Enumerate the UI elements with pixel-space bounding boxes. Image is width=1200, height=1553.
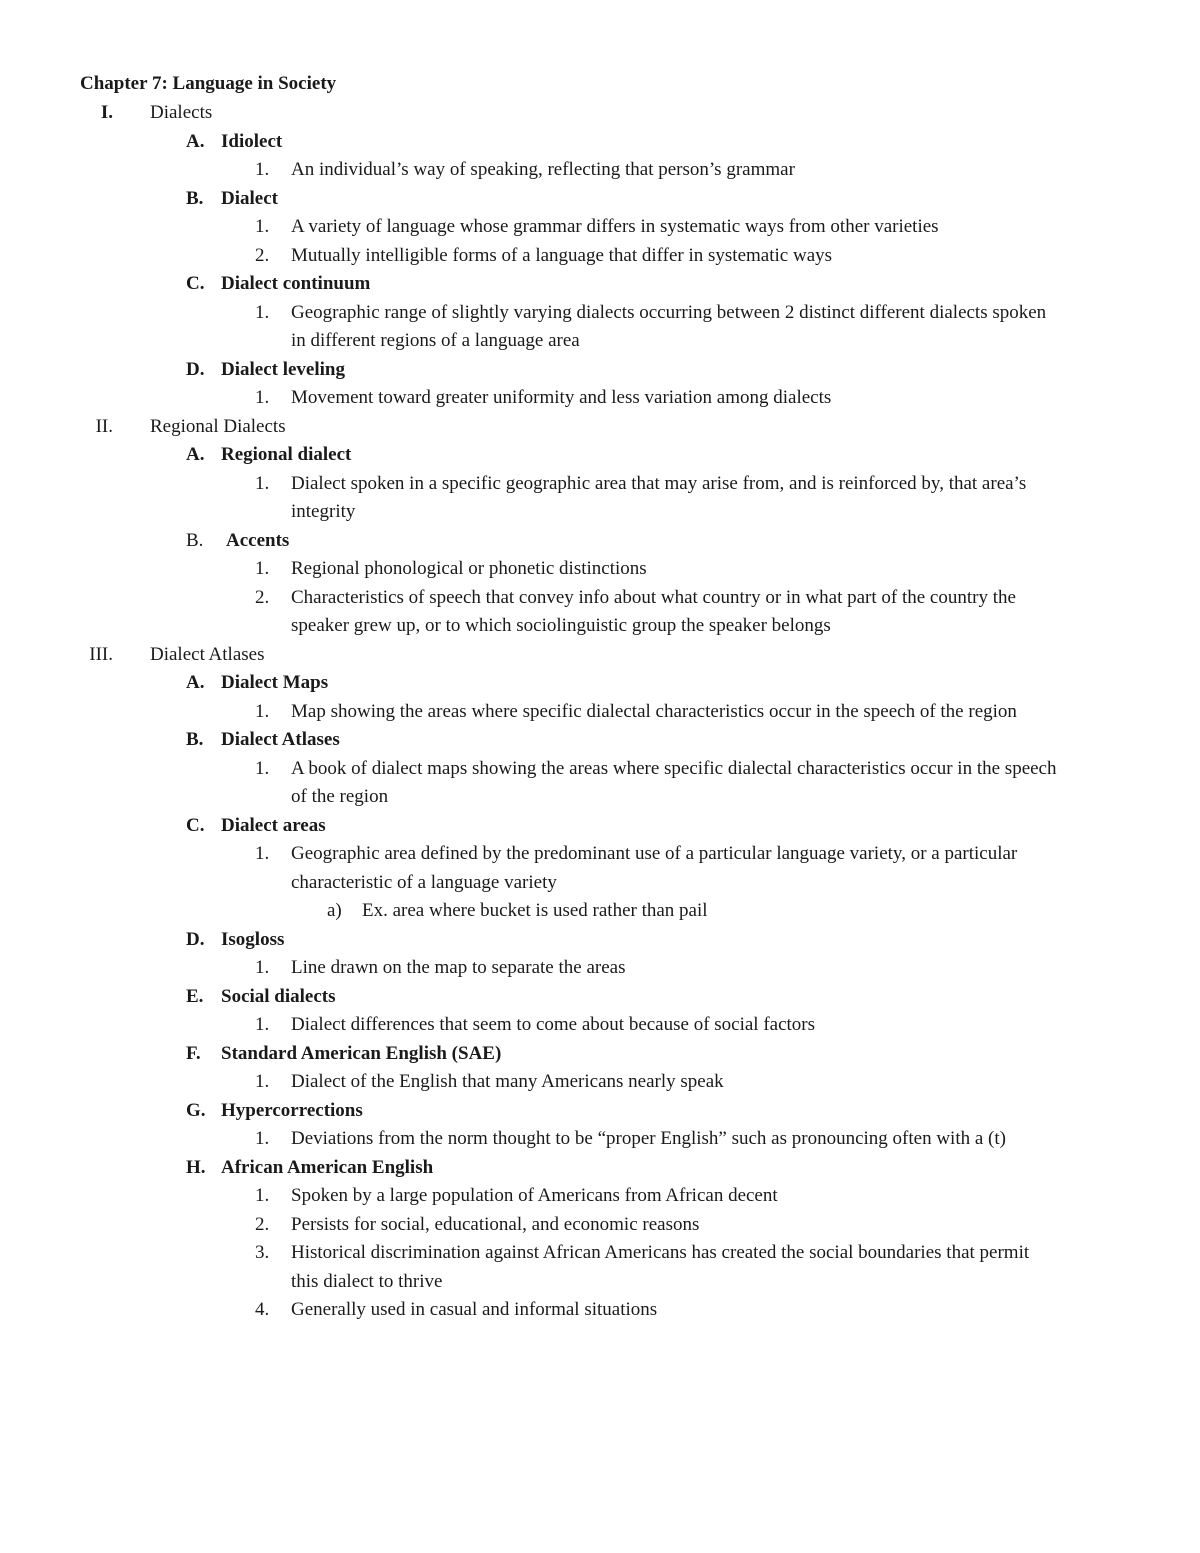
item-number: 1. (255, 700, 270, 722)
list-item (0, 840, 1200, 897)
item-text: Historical discrimination against African Americans has created the social boundaries that permit this dialect to thrive (291, 1242, 1030, 1292)
list-item (0, 384, 1200, 413)
item-number: 1. (255, 957, 270, 978)
item-number: 1. (255, 1128, 270, 1149)
section-numeral: I. (100, 102, 113, 123)
list-item (0, 1239, 1200, 1296)
item-number: 2. (255, 586, 270, 608)
item-text: Map showing the areas where specific dialectal characteristics occur in the speech of the region (291, 700, 1017, 722)
section-label: Regional Dialects (150, 415, 286, 437)
subsection-heading (0, 185, 1200, 214)
sub-item-text: Ex. area where bucket is used rather than pail (362, 900, 708, 921)
subsection-heading (0, 1040, 1200, 1069)
subsection-label: Idiolect (221, 130, 283, 152)
section-label: Dialects (150, 102, 213, 123)
item-number: 4. (255, 1299, 270, 1320)
subsection-heading (0, 356, 1200, 385)
list-item (0, 242, 1200, 271)
item-number: 1. (255, 1185, 270, 1206)
list-item (0, 1068, 1200, 1097)
subsection-label: Social dialects (221, 985, 336, 1007)
item-text: Spoken by a large population of Americans from African decent (291, 1185, 778, 1206)
section-heading (0, 413, 1200, 442)
subsection-letter: E. (186, 985, 204, 1007)
item-text: Movement toward greater uniformity and less variation among dialects (291, 387, 832, 408)
subsection-heading (0, 1154, 1200, 1183)
item-number: 1. (255, 301, 270, 323)
item-text: Characteristics of speech that convey info about what country or in what part of the country the speaker grew up, or to which sociolinguistic group the speaker belongs (291, 586, 1016, 636)
subsection-label: Dialect Atlases (221, 729, 340, 750)
subsection-letter: G. (186, 1099, 206, 1121)
subsection-letter: F. (186, 1042, 201, 1064)
list-item (0, 584, 1200, 641)
subsection-letter: A. (186, 130, 205, 152)
item-number: 2. (255, 1213, 270, 1235)
subsection-label: Dialect areas (221, 814, 326, 836)
subsection-heading (0, 441, 1200, 470)
subsection-letter: D. (186, 358, 205, 380)
section-label: Dialect Atlases (150, 643, 265, 665)
item-number: 1. (255, 757, 270, 779)
section-heading (0, 641, 1200, 670)
item-text: Line drawn on the map to separate the areas (291, 957, 626, 978)
item-number: 3. (255, 1242, 270, 1263)
section-heading (0, 99, 1200, 128)
subsection-label: Hypercorrections (221, 1099, 363, 1121)
subsection-label: Dialect (221, 187, 278, 209)
list-item (0, 1125, 1200, 1154)
item-text: Deviations from the norm thought to be “proper English” such as pronouncing often with a (t) (291, 1128, 1006, 1149)
subsection-label: Dialect continuum (221, 273, 371, 294)
subsection-letter: B. (186, 529, 204, 551)
list-item (0, 299, 1200, 356)
list-item (0, 1296, 1200, 1325)
subsection-letter: C. (186, 273, 205, 294)
list-item (0, 156, 1200, 185)
subsection-heading (0, 983, 1200, 1012)
list-item (0, 213, 1200, 242)
subsection-label: Regional dialect (221, 444, 352, 465)
outline (0, 99, 1200, 1325)
section-numeral: II. (95, 415, 113, 437)
item-number: 1. (255, 387, 270, 408)
subsection-label: Dialect leveling (221, 358, 345, 380)
list-item (0, 470, 1200, 527)
list-item (0, 1011, 1200, 1040)
page-title: Chapter 7: Language in Society (80, 73, 337, 94)
item-text: A variety of language whose grammar differs in systematic ways from other varieties (291, 216, 939, 237)
subsection-label: African American English (221, 1156, 434, 1178)
item-number: 1. (255, 216, 270, 237)
subsection-heading (0, 270, 1200, 299)
subsection-heading (0, 926, 1200, 955)
item-text: A book of dialect maps showing the areas where specific dialectal characteristics occur in the speech of the region (291, 757, 1057, 807)
list-item (0, 755, 1200, 812)
subsection-letter: D. (186, 928, 205, 950)
item-number: 1. (255, 472, 270, 494)
subsection-heading (0, 128, 1200, 157)
item-text: An individual’s way of speaking, reflecting that person’s grammar (291, 159, 795, 180)
list-item (0, 1211, 1200, 1240)
item-number: 1. (255, 1071, 270, 1092)
sub-item-letter: a) (327, 900, 342, 921)
item-text: Dialect differences that seem to come about because of social factors (291, 1014, 816, 1035)
subsection-heading (0, 726, 1200, 755)
subsection-heading (0, 1097, 1200, 1126)
subsection-heading (0, 527, 1200, 556)
item-text: Persists for social, educational, and economic reasons (291, 1213, 700, 1235)
item-number: 2. (255, 244, 270, 266)
item-text: Regional phonological or phonetic distinctions (291, 558, 647, 579)
item-text: Geographic area defined by the predominant use of a particular language variety, or a particular characteristic of a language variety (291, 843, 1018, 893)
item-text: Geographic range of slightly varying dialects occurring between 2 distinct different dialects spoken in different regions of a language area (291, 301, 1047, 351)
section-numeral: III. (89, 643, 113, 665)
item-number: 1. (255, 159, 270, 180)
subsection-letter: A. (186, 444, 205, 465)
subsection-label: Dialect Maps (221, 672, 329, 693)
subsection-letter: B. (186, 187, 204, 209)
subsection-letter: A. (186, 672, 205, 693)
item-text: Dialect of the English that many Americans nearly speak (291, 1071, 724, 1092)
list-item (0, 954, 1200, 983)
list-item (0, 555, 1200, 584)
list-item (0, 1182, 1200, 1211)
subsection-label: Accents (226, 529, 290, 551)
item-number: 1. (255, 843, 270, 864)
subsection-letter: H. (186, 1156, 206, 1178)
item-text: Dialect spoken in a specific geographic area that may arise from, and is reinforced by, that area’s integrity (291, 472, 1027, 522)
item-number: 1. (255, 1014, 270, 1035)
subsection-label: Isogloss (221, 928, 285, 950)
subsection-letter: C. (186, 814, 205, 836)
sub-list-item (0, 897, 1200, 926)
list-item (0, 698, 1200, 727)
subsection-letter: B. (186, 729, 204, 750)
item-text: Generally used in casual and informal situations (291, 1299, 658, 1320)
item-number: 1. (255, 558, 270, 579)
subsection-heading (0, 669, 1200, 698)
item-text: Mutually intelligible forms of a language that differ in systematic ways (291, 244, 833, 266)
subsection-label: Standard American English (SAE) (221, 1042, 502, 1064)
subsection-heading (0, 812, 1200, 841)
